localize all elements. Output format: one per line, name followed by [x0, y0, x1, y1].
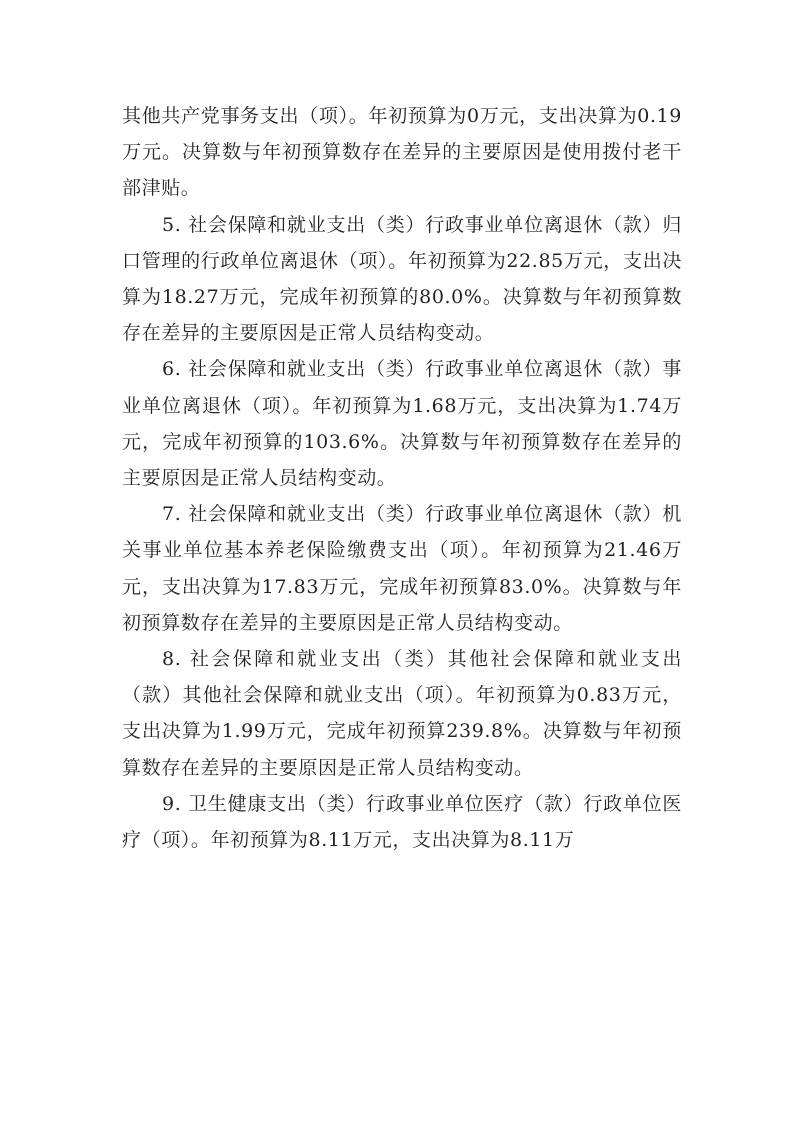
paragraph-item-7: 7. 社会保障和就业支出（类）行政事业单位离退休（款）机关事业单位基本养老保险缴费支出（项）。年初预算为21.46万元，支出决算为17.83万元，完成年初预算83.0%。决算数与年初预算数存在差异的主要原因是正常人员结构变动。 — [122, 503, 682, 634]
document-body — [122, 98, 682, 858]
paragraph-item-6: 6. 社会保障和就业支出（类）行政事业单位离退休（款）事业单位离退休（项）。年初预算为1.68万元，支出决算为1.74万元，完成年初预算的103.6%。决算数与年初预算数存在差异的主要原因是正常人员结构变动。 — [122, 358, 682, 490]
paragraph-item-5: 5. 社会保障和就业支出（类）行政事业单位离退休（款）归口管理的行政单位离退休（项）。年初预算为22.85万元，支出决算为18.27万元，完成年初预算的80.0%。决算数与年初预算数存在差异的主要原因是正常人员结构变动。 — [122, 213, 682, 345]
paragraph-item-9: 9. 卫生健康支出（类）行政事业单位医疗（款）行政单位医疗（项）。年初预算为8.11万元，支出决算为8.11万 — [122, 792, 682, 852]
paragraph-item-8: 8. 社会保障和就业支出（类）其他社会保障和就业支出（款）其他社会保障和就业支出（项）。年初预算为0.83万元，支出决算为1.99万元，完成年初预算239.8%。决算数与年初预算数存在差异的主要原因是正常人员结构变动。 — [122, 648, 682, 779]
paragraph-continuation: 其他共产党事务支出（项）。年初预算为0万元，支出决算为0.19万元。决算数与年初预算数存在差异的主要原因是使用拨付老干部津贴。 — [122, 105, 682, 200]
